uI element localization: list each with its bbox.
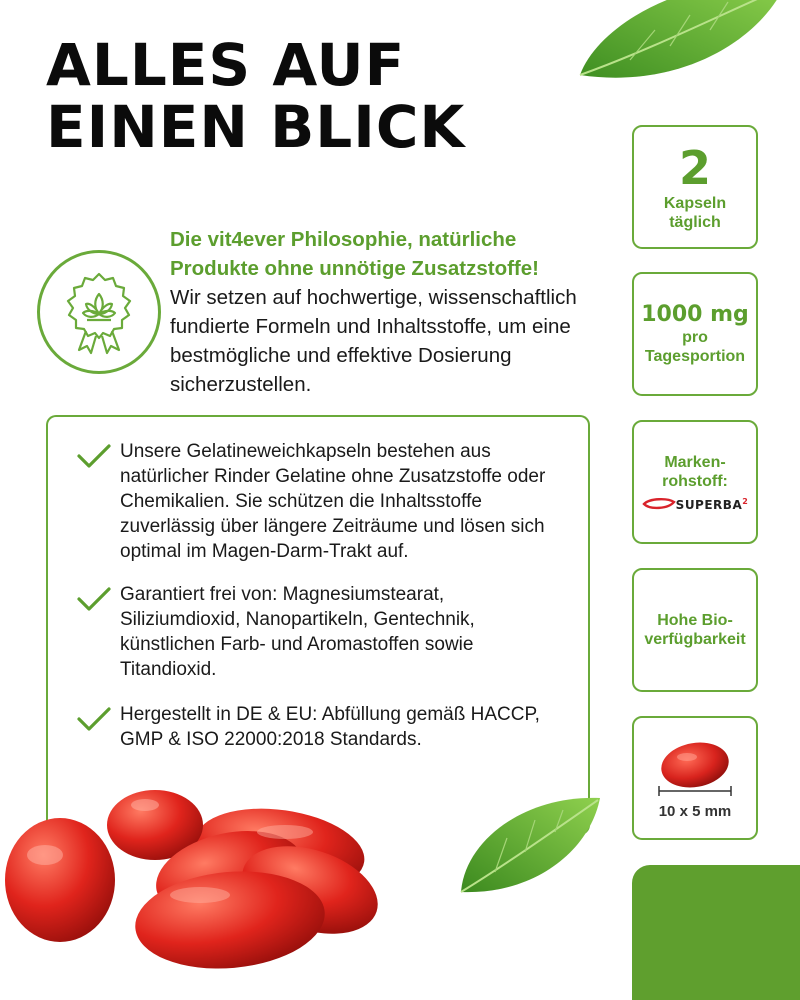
bio-label-line2: verfügbarkeit [644,631,746,648]
capsule-size-label: 10 x 5 mm [658,802,732,820]
brand-label-line1: Marken- [664,453,726,471]
feature-text: Hergestellt in DE & EU: Abfüllung gemäß HACCP, GMP & ISO 22000:2018 Standards. [120,704,540,750]
leaf-image-top [560,0,790,90]
bio-label-line1: Hohe Bio- [657,612,733,629]
capsule-size-icon [645,737,745,799]
checkmark-icon [76,582,120,682]
superba-brand-name: SUPERBA [675,497,743,512]
page-headline [46,31,466,161]
philosophy-title-line1: Die vit4ever Philosophie, natürliche [170,228,517,251]
card-brand-raw-material [632,420,758,544]
headline-line2: EINEN BLICK [46,93,466,161]
feature-text: Unsere Gelatineweichkapseln bestehen aus natürlicher Rinder Gelatine ohne Zusatzstoffe oder Chemikalien. Sie schützen die Inhaltsstoffe zuverlässig über längere Zeiträume und lösen sich optimal im Magen-Darm-Trakt auf. [120,441,546,562]
capsules-count: 2 [678,141,711,195]
superba-brand-sup: 2 [742,496,749,506]
leaf-image-bottom [455,790,605,900]
feature-item [76,582,566,682]
brand-label-line2: rohstoff: [662,472,728,490]
philosophy-body: Wir setzen auf hochwertige, wissenschaftlich fundierte Formeln und Inhaltsstoffe, um eine bestmögliche und effektive Dosierung sicherzustellen. [170,286,577,396]
green-corner-block [632,865,800,1000]
headline-line1: ALLES AUF [46,31,406,99]
feature-item [76,439,566,564]
feature-text: Garantiert frei von: Magnesiumstearat, Siliziumdioxid, Nanopartikeln, Gentechnik, künstlichen Farb- und Aromastoffen sowie Titandioxid. [120,584,475,680]
checkmark-icon [76,702,120,752]
feature-item [76,702,566,752]
dose-value: 1000 mg [641,302,749,327]
checkmark-icon [76,439,120,564]
quality-seal-icon [53,266,145,358]
capsules-image [0,770,400,1000]
card-dose [632,272,758,396]
superba-swoosh-icon [642,497,676,511]
card-capsules-daily [632,125,758,249]
capsules-label-line1: Kapseln [663,195,727,212]
card-bioavailability [632,568,758,692]
quality-badge [37,250,161,374]
card-capsule-size [632,716,758,840]
dose-label-line2: Tagesportion [644,348,746,365]
dose-label-line1: pro [682,329,708,346]
capsules-label-line2: täglich [669,214,721,231]
philosophy-title-line2: Produkte ohne unnötige Zusatzstoffe! [170,257,539,280]
superba-logo [642,497,749,512]
philosophy-section [170,225,590,399]
